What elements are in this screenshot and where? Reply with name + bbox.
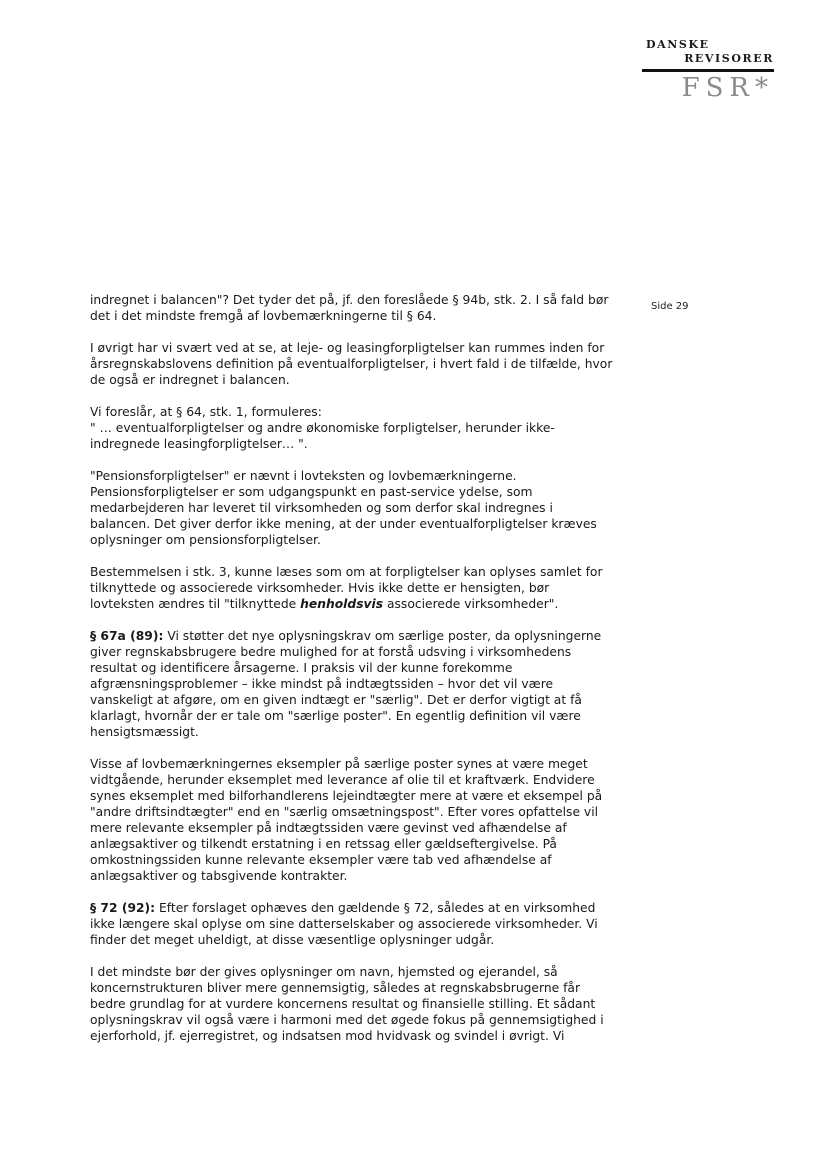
paragraph-6-text: Vi støtter det nye oplysningskrav om særlige poster, da oplysningerne giver regnskabsbrugere bedre mulighed for at forstå udsving i virksomhedens resultat og identificere årsagerne. I praksis vil der kunne forekomme afgrænsningsproblemer – ikke mindst på indtægtssiden – hvor det vil være vanskeligt at afgøre, om en given indtægt er "særlig". Det er derfor vigtigt at få klarlagt, hvornår der er tale om "særlige poster". En egentlig definition vil være hensigtsmæssigt. — [90, 629, 602, 739]
paragraph-5-end: associerede virksomheder". — [383, 597, 559, 611]
section-heading-72: § 72 (92): — [90, 901, 156, 915]
fsr-logo — [642, 38, 774, 102]
paragraph-5 — [90, 564, 614, 612]
section-heading-67a: § 67a (89): — [90, 629, 164, 643]
paragraph-6 — [90, 628, 614, 740]
paragraph-9: I det mindste bør der gives oplysninger om navn, hjemsted og ejerandel, så koncernstrukturen bliver mere gennemsigtig, således at regnskabsbrugerne får bedre grundlag for at vurdere koncernens resultat og finansielle stilling. Et sådant oplysningskrav vil også være i harmoni med det øgede fokus på gennemsigtighed i ejerforhold, jf. ejerregistret, og indsatsen mod hvidvask og svindel i øvrigt. Vi — [90, 965, 604, 1043]
logo-mark: FSR* — [681, 73, 774, 103]
logo-line-revisorer: REVISORER — [684, 52, 774, 65]
paragraph-1: indregnet i balancen"? Det tyder det på, jf. den foreslåede § 94b, stk. 2. I så fald bør det i det mindste fremgå af lovbemærkningerne til § 64. — [90, 293, 609, 323]
logo-rule — [642, 69, 774, 72]
paragraph-8-text: Efter forslaget ophæves den gældende § 72, således at en virksomhed ikke længere skal oplyse om sine datterselskaber og associerede virksomheder. Vi finder det meget uheldigt, at disse væsentlige oplysninger udgår. — [90, 901, 598, 947]
document-body — [90, 292, 614, 1060]
paragraph-7: Visse af lovbemærkningernes eksempler på særlige poster synes at være meget vidtgående, herunder eksemplet med leverance af olie til et kraftværk. Endvidere synes eksemplet med bilforhandlerens lejeindtægter mere at være et eksempel på "andre driftsindtægter" end en "særlig omsætningspost". Efter vores opfattelse vil mere relevante eksempler på indtægtssiden være gevinst ved afhændelse af anlægsaktiver og tilkendt erstatning i en retssag eller gældseftergivelse. På omkostningssiden kunne relevante eksempler være tab ved afhændelse af anlægsaktiver og tabsgivende kontrakter. — [90, 757, 603, 883]
paragraph-4: "Pensionsforpligtelser" er nævnt i lovteksten og lovbemærkningerne. Pensionsforpligtelser er som udgangspunkt en past-service ydelse, som medarbejderen har leveret til virksomheden og som derfor skal indregnes i balancen. Det giver derfor ikke mening, at der under eventualforpligtelser kræves oplysninger om pensionsforpligtelser. — [90, 469, 597, 547]
paragraph-3-intro: Vi foreslår, at § 64, stk. 1, formuleres: — [90, 405, 322, 419]
paragraph-2: I øvrigt har vi svært ved at se, at leje- og leasingforpligtelser kan rummes inden for årsregnskabslovens definition på eventualforpligtelser, i hvert fald i de tilfælde, hvor de også er indregnet i balancen. — [90, 341, 613, 387]
paragraph-5-text: Bestemmelsen i stk. 3, kunne læses som om at forpligtelser kan oplyses samlet for tilknyttede og associerede virksomheder. Hvis ikke dette er hensigten, bør lovteksten ændres til "tilknyttede — [90, 565, 603, 611]
paragraph-5-emphasis: henholdsvis — [300, 597, 384, 611]
paragraph-8 — [90, 900, 614, 948]
paragraph-3-quote: " … eventualforpligtelser og andre økonomiske forpligtelser, herunder ikke-indregnede leasingforpligtelser… ". — [90, 421, 555, 451]
page-number: Side 29 — [651, 301, 689, 312]
logo-line-danske: DANSKE — [646, 38, 710, 51]
